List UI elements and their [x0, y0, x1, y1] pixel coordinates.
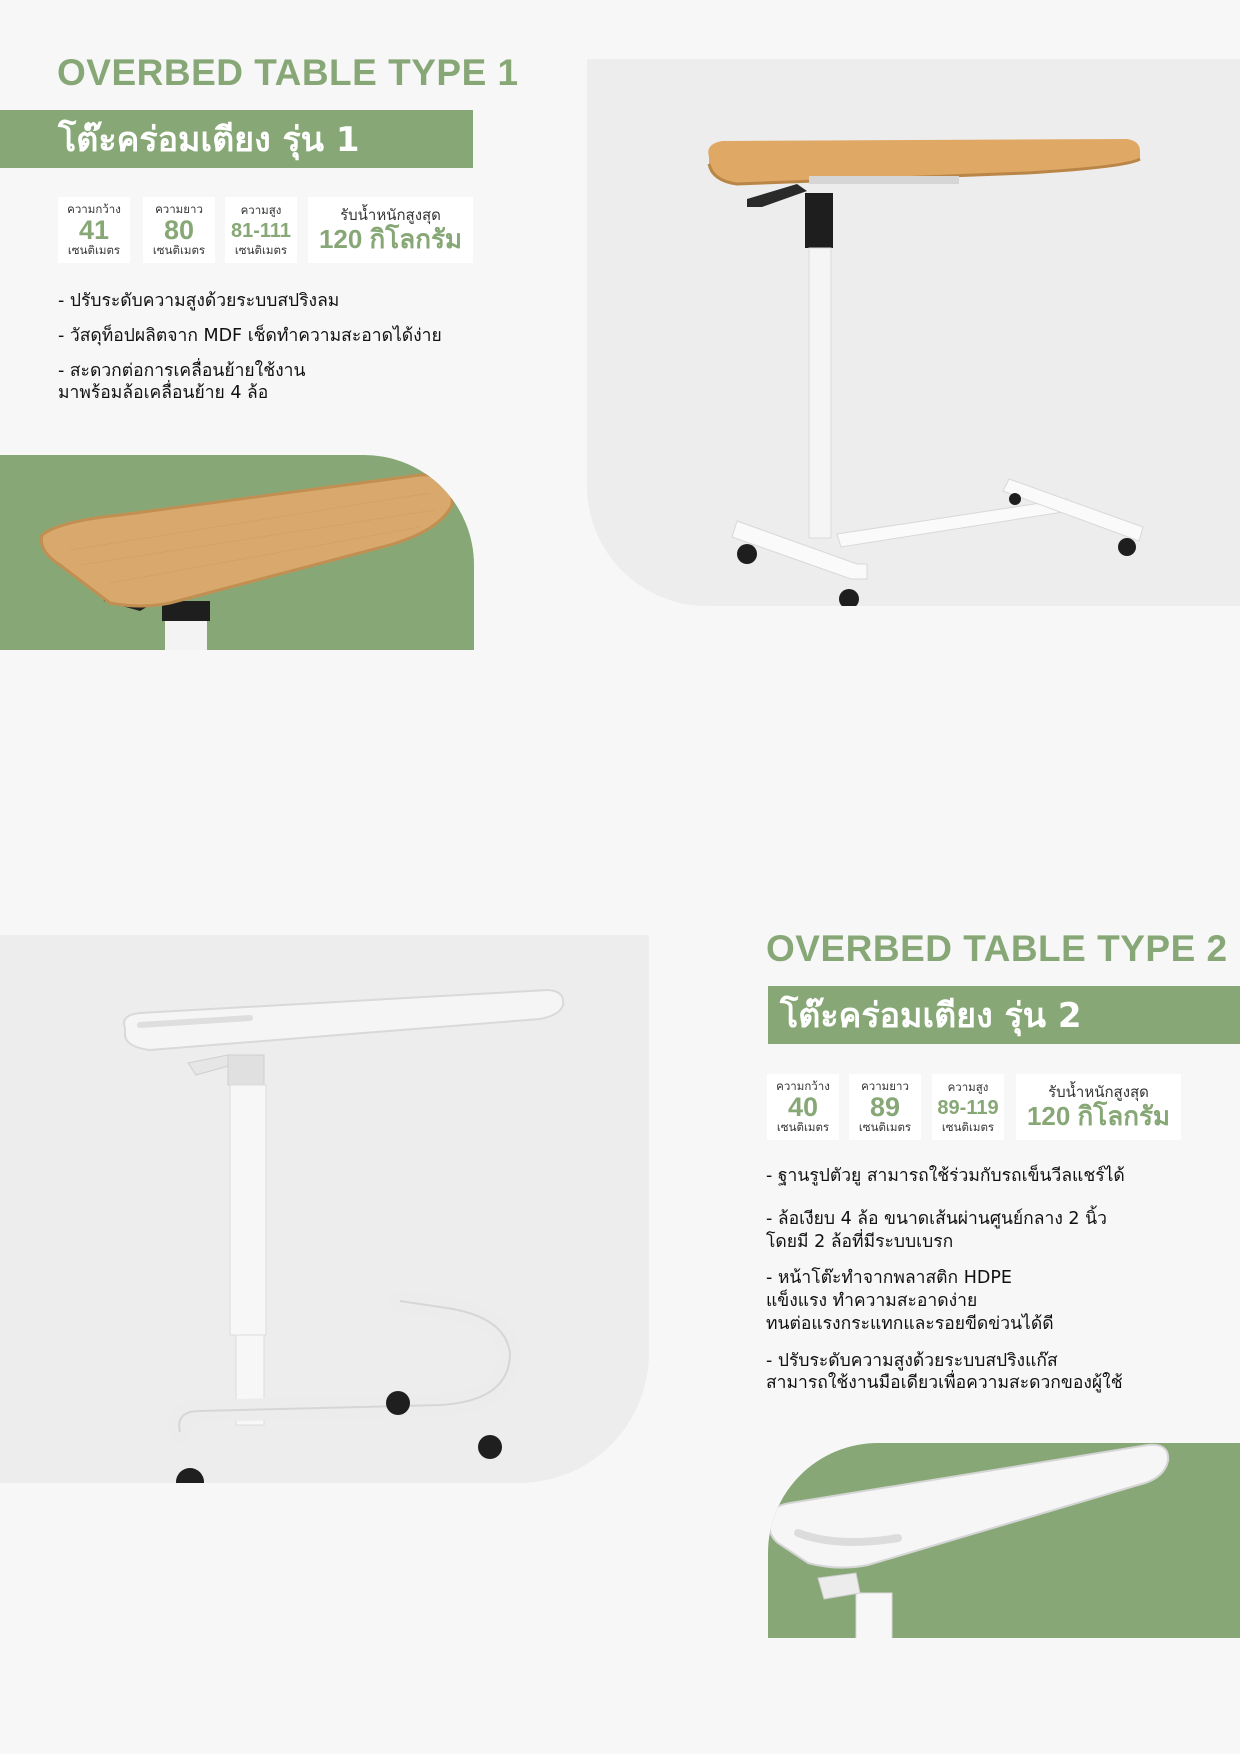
type2-title-th — [768, 986, 1240, 1044]
type1-product-photo — [587, 59, 1240, 606]
type2-spec-height — [932, 1074, 1004, 1140]
type1-spec-length — [143, 197, 215, 263]
spec-label: รับน้ำหนักสูงสุด — [1048, 1083, 1149, 1102]
type1-title-th — [0, 110, 473, 168]
spec-value: 89 — [869, 1091, 901, 1122]
spec-label: รับน้ำหนักสูงสุด — [340, 206, 441, 225]
type1-spec-width — [58, 197, 130, 263]
spec-value: 81-111 — [230, 219, 292, 242]
type2-spec-length — [849, 1074, 921, 1140]
type1-closeup-image — [0, 455, 474, 650]
spec-unit: เซนติเมตร — [941, 1119, 995, 1134]
spec-unit: เซนติเมตร — [67, 243, 121, 258]
type1-spec-height — [225, 197, 297, 263]
feature-item: - วัสดุท็อปผลิตจาก MDF เช็ดทำความสะอาดได้ง่าย — [58, 325, 442, 346]
spec-unit: เซนติเมตร — [152, 243, 206, 258]
spec-value: 41 — [78, 214, 110, 245]
type2-closeup-image — [768, 1443, 1240, 1638]
feature-item: - ปรับระดับความสูงด้วยระบบสปริงลม — [58, 291, 340, 311]
feature-item: - ฐานรูปตัวยู สามารถใช้ร่วมกับรถเข็นวีลแชร์ได้ — [766, 1166, 1125, 1186]
feature-item: - ล้อเงียบ 4 ล้อ ขนาดเส้นผ่านศูนย์กลาง 2 นิ้ว โดยมี 2 ล้อที่มีระบบเบรก — [766, 1208, 1107, 1252]
spec-value: 89-119 — [937, 1096, 999, 1119]
spec-label: ความยาว — [155, 202, 203, 217]
spec-label: ความกว้าง — [67, 202, 121, 217]
spec-label: ความสูง — [947, 1079, 989, 1094]
spec-unit: เซนติเมตร — [234, 242, 288, 257]
overbed-table-type2-illustration — [0, 935, 649, 1483]
spec-label: ความสูง — [240, 202, 282, 217]
type2-feature-list — [766, 1165, 1226, 1407]
spec-value: 40 — [787, 1091, 819, 1122]
feature-item: - สะดวกต่อการเคลื่อนย้ายใช้งาน มาพร้อมล้อเคลื่อนย้าย 4 ล้อ — [58, 360, 306, 404]
type1-title-th-text: โต๊ะคร่อมเตียง รุ่น 1 — [58, 120, 360, 160]
spec-value: 120 กิโลกรัม — [1026, 1100, 1171, 1131]
spec-value: 120 กิโลกรัม — [318, 223, 463, 254]
spec-label: ความยาว — [861, 1079, 909, 1094]
type2-spec-width — [767, 1074, 839, 1140]
feature-item: - หน้าโต๊ะทำจากพลาสติก HDPE แข็งแรง ทำความสะอาดง่าย ทนต่อแรงกระแทกและรอยขีดข่วนได้ดี — [766, 1268, 1054, 1334]
type2-title-en: OVERBED TABLE TYPE 2 — [766, 928, 1228, 969]
spec-unit: เซนติเมตร — [858, 1120, 912, 1135]
type1-title-en: OVERBED TABLE TYPE 1 — [57, 52, 519, 93]
spec-label: ความกว้าง — [776, 1079, 830, 1094]
wood-tabletop-closeup-illustration — [0, 455, 474, 650]
type1-spec-max-load — [308, 197, 473, 263]
spec-value: 80 — [163, 214, 195, 245]
overbed-table-type1-illustration — [587, 59, 1240, 606]
feature-item: - ปรับระดับความสูงด้วยระบบสปริงแก๊ส สามารถใช้งานมือเดียวเพื่อความสะดวกของผู้ใช้ — [766, 1350, 1123, 1394]
type2-title-th-text: โต๊ะคร่อมเตียง รุ่น 2 — [780, 996, 1082, 1036]
type2-product-photo — [0, 935, 649, 1483]
type2-spec-max-load — [1016, 1074, 1181, 1140]
white-tabletop-closeup-illustration — [768, 1443, 1240, 1638]
spec-unit: เซนติเมตร — [776, 1120, 830, 1135]
type1-feature-list — [58, 290, 498, 417]
